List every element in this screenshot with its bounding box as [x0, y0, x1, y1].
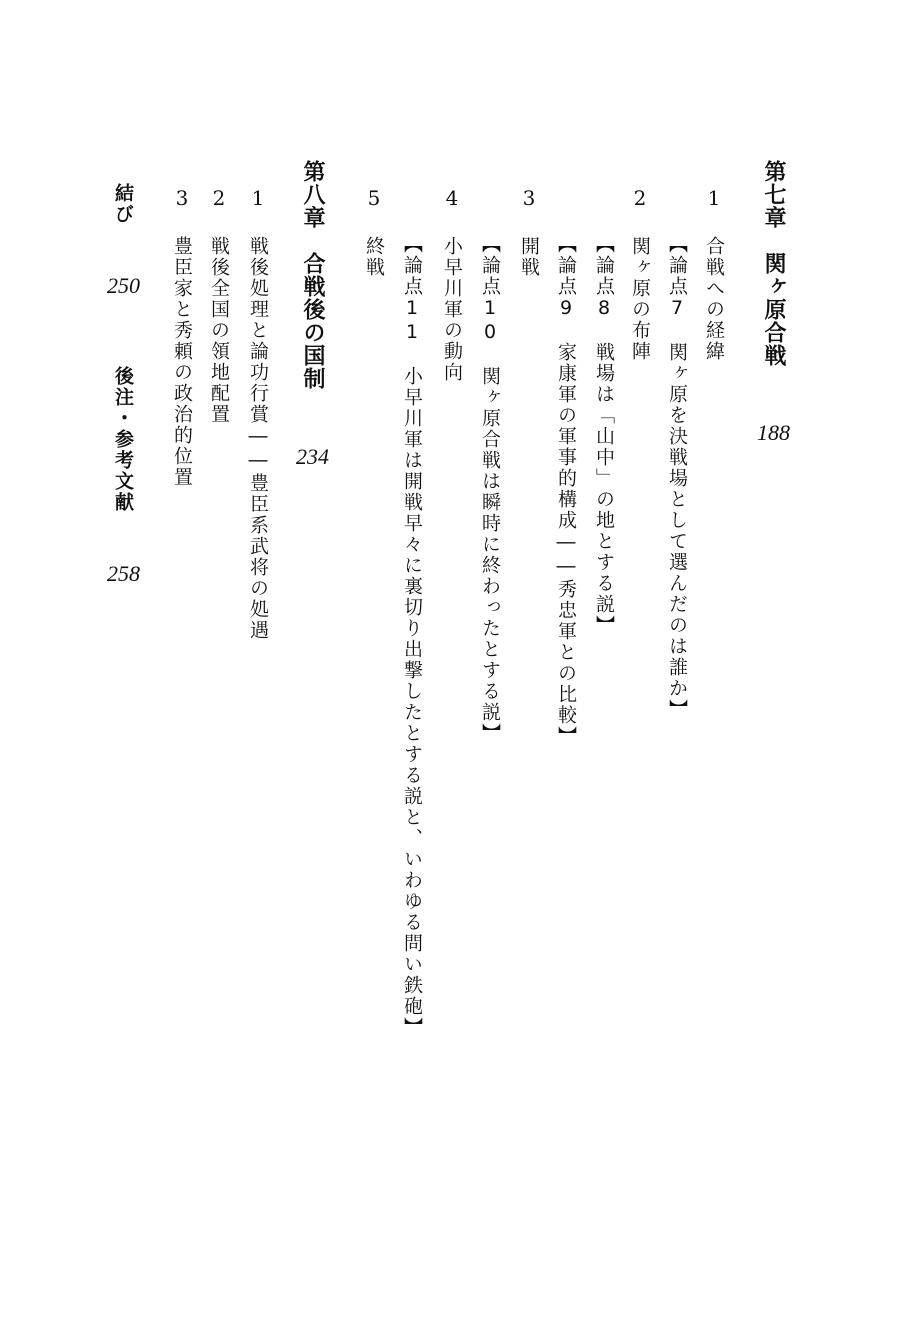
chapter7-title[interactable]: 第七章 関ヶ原合戦 — [761, 160, 787, 367]
item-label: 終戦 — [363, 236, 385, 278]
toc-item-8-1[interactable] — [248, 186, 268, 641]
item-number: 4 — [440, 186, 464, 212]
toc-ronten-11[interactable]: 【論点11 小早川軍は開戦早々に裏切り出撃したとする説と、いわゆる問い鉄砲】 — [401, 234, 423, 1038]
item-number: 3 — [517, 186, 541, 212]
item-label: 豊臣家と秀頼の政治的位置 — [171, 236, 193, 488]
toc-item-7-5[interactable] — [364, 186, 384, 278]
item-label: 合戦への経緯 — [703, 236, 725, 362]
toc-ronten-7[interactable]: 【論点7 関ヶ原を決戦場として選んだのは誰か】 — [666, 234, 688, 720]
toc-item-8-3[interactable] — [172, 186, 192, 488]
toc-item-8-2[interactable] — [209, 186, 229, 425]
item-label: 関ヶ原の布陣 — [629, 236, 651, 362]
notes-page: 258 — [107, 561, 140, 586]
item-number: 1 — [702, 186, 726, 212]
chapter8-page: 234 — [296, 444, 329, 469]
toc-musubi[interactable]: 結び — [112, 183, 134, 225]
toc-notes[interactable]: 後注・参考文献 — [112, 366, 134, 513]
chapter7-page: 188 — [757, 420, 790, 445]
chapter8-title[interactable]: 第八章 合戦後の国制 — [300, 160, 326, 390]
toc-item-7-1[interactable] — [704, 186, 724, 362]
item-label: 戦後全国の領地配置 — [208, 236, 230, 425]
item-number: 1 — [246, 186, 270, 212]
toc-ronten-8[interactable]: 【論点8 戦場は「山中」の地とする説】 — [593, 234, 615, 636]
toc-item-7-3[interactable] — [519, 186, 539, 278]
toc-ronten-10[interactable]: 【論点10 関ヶ原合戦は瞬時に終わったとする説】 — [479, 234, 501, 744]
item-number: 3 — [170, 186, 194, 212]
item-number: 5 — [362, 186, 386, 212]
toc-ronten-9[interactable]: 【論点9 家康軍の軍事的構成――秀忠軍との比較】 — [555, 234, 577, 747]
item-label: 開戦 — [518, 236, 540, 278]
item-label: 戦後処理と論功行賞――豊臣系武将の処遇 — [247, 236, 269, 641]
toc-item-7-2[interactable] — [630, 186, 650, 362]
item-number: 2 — [628, 186, 652, 212]
item-number: 2 — [207, 186, 231, 212]
item-label: 小早川軍の動向 — [441, 236, 463, 383]
toc-item-7-4[interactable] — [442, 186, 462, 383]
musubi-page: 250 — [107, 273, 140, 298]
